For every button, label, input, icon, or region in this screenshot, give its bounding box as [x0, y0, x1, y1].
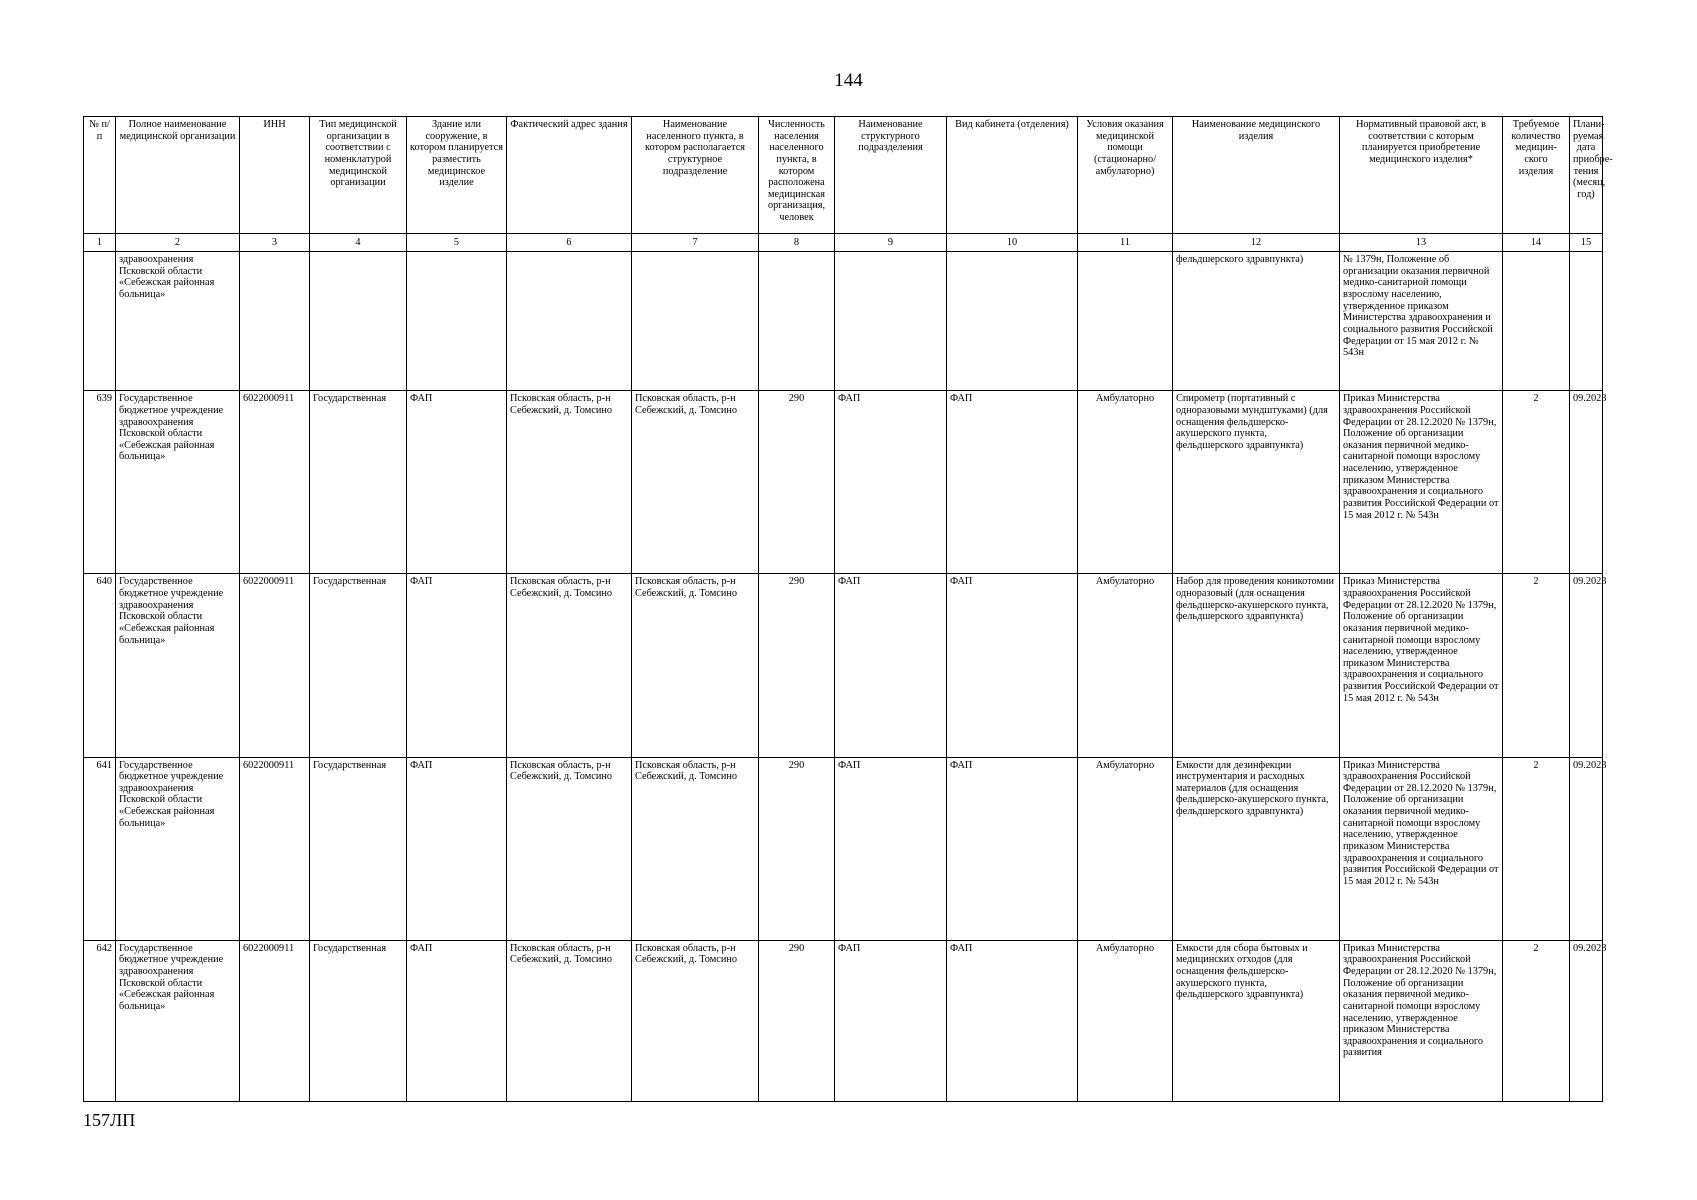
org-type-cell: Государственная — [310, 391, 407, 574]
legal-act-cell: Приказ Министерства здравоохранения Российской Федерации от 28.12.2020 № 1379н, Положение об организации оказания первичной медико-санитарной помощи взрослому населению, утвержденное приказом Министерства здравоохранения и социального развития Российской Федерации от 15 мая 2012 г. № 543н — [1340, 391, 1503, 574]
unit-cell: ФАП — [835, 391, 947, 574]
row-number-cell — [84, 252, 116, 391]
address-cell: Псковская область, р-н Себежский, д. Томсино — [507, 391, 632, 574]
header-cell: Фактический адрес здания — [507, 117, 632, 234]
building-cell: ФАП — [407, 391, 507, 574]
column-number: 15 — [1570, 234, 1603, 252]
legal-act-cell: Приказ Министерства здравоохранения Российской Федерации от 28.12.2020 № 1379н, Положение об организации оказания первичной медико-санитарной помощи взрослому населению, утвержденное приказом Министерства здравоохранения и социального развития — [1340, 940, 1503, 1101]
quantity-cell: 2 — [1503, 574, 1570, 757]
org-type-cell: Государственная — [310, 574, 407, 757]
column-number: 8 — [759, 234, 835, 252]
locality-cell: Псковская область, р-н Себежский, д. Томсино — [632, 574, 759, 757]
cabinet-cell: ФАП — [947, 391, 1078, 574]
population-cell: 290 — [759, 757, 835, 940]
device-cell: Емкости для дезинфекции инструментария и расходных материалов (для оснащения фельдшерско-акушерского пункта, фельдшерского здравпункта) — [1173, 757, 1340, 940]
header-cell: № п/п — [84, 117, 116, 234]
locality-cell: Псковская область, р-н Себежский, д. Томсино — [632, 940, 759, 1101]
locality-cell: Псковская область, р-н Себежский, д. Томсино — [632, 757, 759, 940]
org-type-cell: Государственная — [310, 940, 407, 1101]
header-cell: Нормативный правовой акт, в соответствии с которым планируется приобретение медицинского изделия* — [1340, 117, 1503, 234]
column-number: 7 — [632, 234, 759, 252]
cabinet-cell: ФАП — [947, 940, 1078, 1101]
column-number: 1 — [84, 234, 116, 252]
header-cell: Наименование структурного подразделения — [835, 117, 947, 234]
column-number: 2 — [116, 234, 240, 252]
row-number-cell: 642 — [84, 940, 116, 1101]
cabinet-cell — [947, 252, 1078, 391]
table-row — [84, 940, 1603, 1101]
header-cell: Численность населения населенного пункта, в котором расположена медицинская организация, человек — [759, 117, 835, 234]
header-cell: Требуемое количество медицин-ского изделия — [1503, 117, 1570, 234]
device-cell: фельдшерского здравпункта) — [1173, 252, 1340, 391]
population-cell: 290 — [759, 391, 835, 574]
column-number-row — [84, 234, 1603, 252]
population-cell: 290 — [759, 574, 835, 757]
org-name-cell: Государственное бюджетное учреждение здравоохранения Псковской области «Себежская районная больница» — [116, 391, 240, 574]
org-name-cell: здравоохранения Псковской области «Себежская районная больница» — [116, 252, 240, 391]
device-cell: Спирометр (портативный с одноразовыми мундштуками) (для оснащения фельдшерско-акушерского пункта, фельдшерского здравпункта) — [1173, 391, 1340, 574]
inn-cell: 6022000911 — [240, 757, 310, 940]
address-cell: Псковская область, р-н Себежский, д. Томсино — [507, 940, 632, 1101]
date-cell: 09.2023 — [1570, 940, 1603, 1101]
page-number: 144 — [834, 70, 863, 91]
column-number: 9 — [835, 234, 947, 252]
org-type-cell: Государственная — [310, 757, 407, 940]
locality-cell — [632, 252, 759, 391]
cabinet-cell: ФАП — [947, 757, 1078, 940]
address-cell: Псковская область, р-н Себежский, д. Томсино — [507, 757, 632, 940]
conditions-cell: Амбулаторно — [1078, 940, 1173, 1101]
address-cell — [507, 252, 632, 391]
conditions-cell: Амбулаторно — [1078, 757, 1173, 940]
column-number: 10 — [947, 234, 1078, 252]
continuation-row — [84, 252, 1603, 391]
legal-act-cell: № 1379н, Положение об организации оказания первичной медико-санитарной помощи взрослому населению, утвержденное приказом Министерства здравоохранения и социального развития Российской Федерации от 15 мая 2012 г. № 543н — [1340, 252, 1503, 391]
inn-cell: 6022000911 — [240, 574, 310, 757]
date-cell: 09.2023 — [1570, 391, 1603, 574]
row-number-cell: 641 — [84, 757, 116, 940]
conditions-cell: Амбулаторно — [1078, 574, 1173, 757]
org-name-cell: Государственное бюджетное учреждение здравоохранения Псковской области «Себежская районная больница» — [116, 940, 240, 1101]
column-number: 6 — [507, 234, 632, 252]
column-number: 4 — [310, 234, 407, 252]
header-row — [84, 117, 1603, 234]
medical-equipment-table — [83, 116, 1613, 1102]
column-number: 11 — [1078, 234, 1173, 252]
cabinet-cell: ФАП — [947, 574, 1078, 757]
header-cell: Тип медицинской организации в соответствии с номенклатурой медицинской организации — [310, 117, 407, 234]
table-row — [84, 391, 1603, 574]
header-cell: Наименование населенного пункта, в котором располагается структурное подразделение — [632, 117, 759, 234]
date-cell: 09.2023 — [1570, 757, 1603, 940]
column-number: 5 — [407, 234, 507, 252]
org-name-cell: Государственное бюджетное учреждение здравоохранения Псковской области «Себежская районная больница» — [116, 757, 240, 940]
column-number: 12 — [1173, 234, 1340, 252]
building-cell — [407, 252, 507, 391]
quantity-cell — [1503, 252, 1570, 391]
header-cell: Полное наименование медицинской организации — [116, 117, 240, 234]
table-row — [84, 757, 1603, 940]
column-number: 14 — [1503, 234, 1570, 252]
unit-cell: ФАП — [835, 940, 947, 1101]
quantity-cell: 2 — [1503, 940, 1570, 1101]
header-cell: Условия оказания медицинской помощи (стационарно/ амбулаторно) — [1078, 117, 1173, 234]
locality-cell: Псковская область, р-н Себежский, д. Томсино — [632, 391, 759, 574]
population-cell: 290 — [759, 940, 835, 1101]
header-cell: Вид кабинета (отделения) — [947, 117, 1078, 234]
address-cell: Псковская область, р-н Себежский, д. Томсино — [507, 574, 632, 757]
row-number-cell: 640 — [84, 574, 116, 757]
org-type-cell — [310, 252, 407, 391]
org-name-cell: Государственное бюджетное учреждение здравоохранения Псковской области «Себежская районная больница» — [116, 574, 240, 757]
document-code: 157ЛП — [83, 1110, 136, 1130]
header-cell: Плани-руемая дата приобре-тения (месяц, год) — [1570, 117, 1603, 234]
quantity-cell: 2 — [1503, 391, 1570, 574]
device-cell: Набор для проведения коникотомии одноразовый (для оснащения фельдшерско-акушерского пункта, фельдшерского здравпункта) — [1173, 574, 1340, 757]
date-cell: 09.2023 — [1570, 574, 1603, 757]
quantity-cell: 2 — [1503, 757, 1570, 940]
inn-cell: 6022000911 — [240, 391, 310, 574]
building-cell: ФАП — [407, 757, 507, 940]
unit-cell: ФАП — [835, 757, 947, 940]
column-number: 13 — [1340, 234, 1503, 252]
inn-cell: 6022000911 — [240, 940, 310, 1101]
building-cell: ФАП — [407, 574, 507, 757]
row-number-cell: 639 — [84, 391, 116, 574]
conditions-cell: Амбулаторно — [1078, 391, 1173, 574]
population-cell — [759, 252, 835, 391]
header-cell: Наименование медицинского изделия — [1173, 117, 1340, 234]
building-cell: ФАП — [407, 940, 507, 1101]
device-cell: Емкости для сбора бытовых и медицинских отходов (для оснащения фельдшерско-акушерского пункта, фельдшерского здравпункта) — [1173, 940, 1340, 1101]
column-number: 3 — [240, 234, 310, 252]
unit-cell — [835, 252, 947, 391]
header-cell: Здание или сооружение, в котором планируется разместить медицинское изделие — [407, 117, 507, 234]
legal-act-cell: Приказ Министерства здравоохранения Российской Федерации от 28.12.2020 № 1379н, Положение об организации оказания первичной медико-санитарной помощи взрослому населению, утвержденное приказом Министерства здравоохранения и социального развития Российской Федерации от 15 мая 2012 г. № 543н — [1340, 757, 1503, 940]
inn-cell — [240, 252, 310, 391]
unit-cell: ФАП — [835, 574, 947, 757]
date-cell — [1570, 252, 1603, 391]
header-cell: ИНН — [240, 117, 310, 234]
legal-act-cell: Приказ Министерства здравоохранения Российской Федерации от 28.12.2020 № 1379н, Положение об организации оказания первичной медико-санитарной помощи взрослому населению, утвержденное приказом Министерства здравоохранения и социального развития Российской Федерации от 15 мая 2012 г. № 543н — [1340, 574, 1503, 757]
table-row — [84, 574, 1603, 757]
conditions-cell — [1078, 252, 1173, 391]
